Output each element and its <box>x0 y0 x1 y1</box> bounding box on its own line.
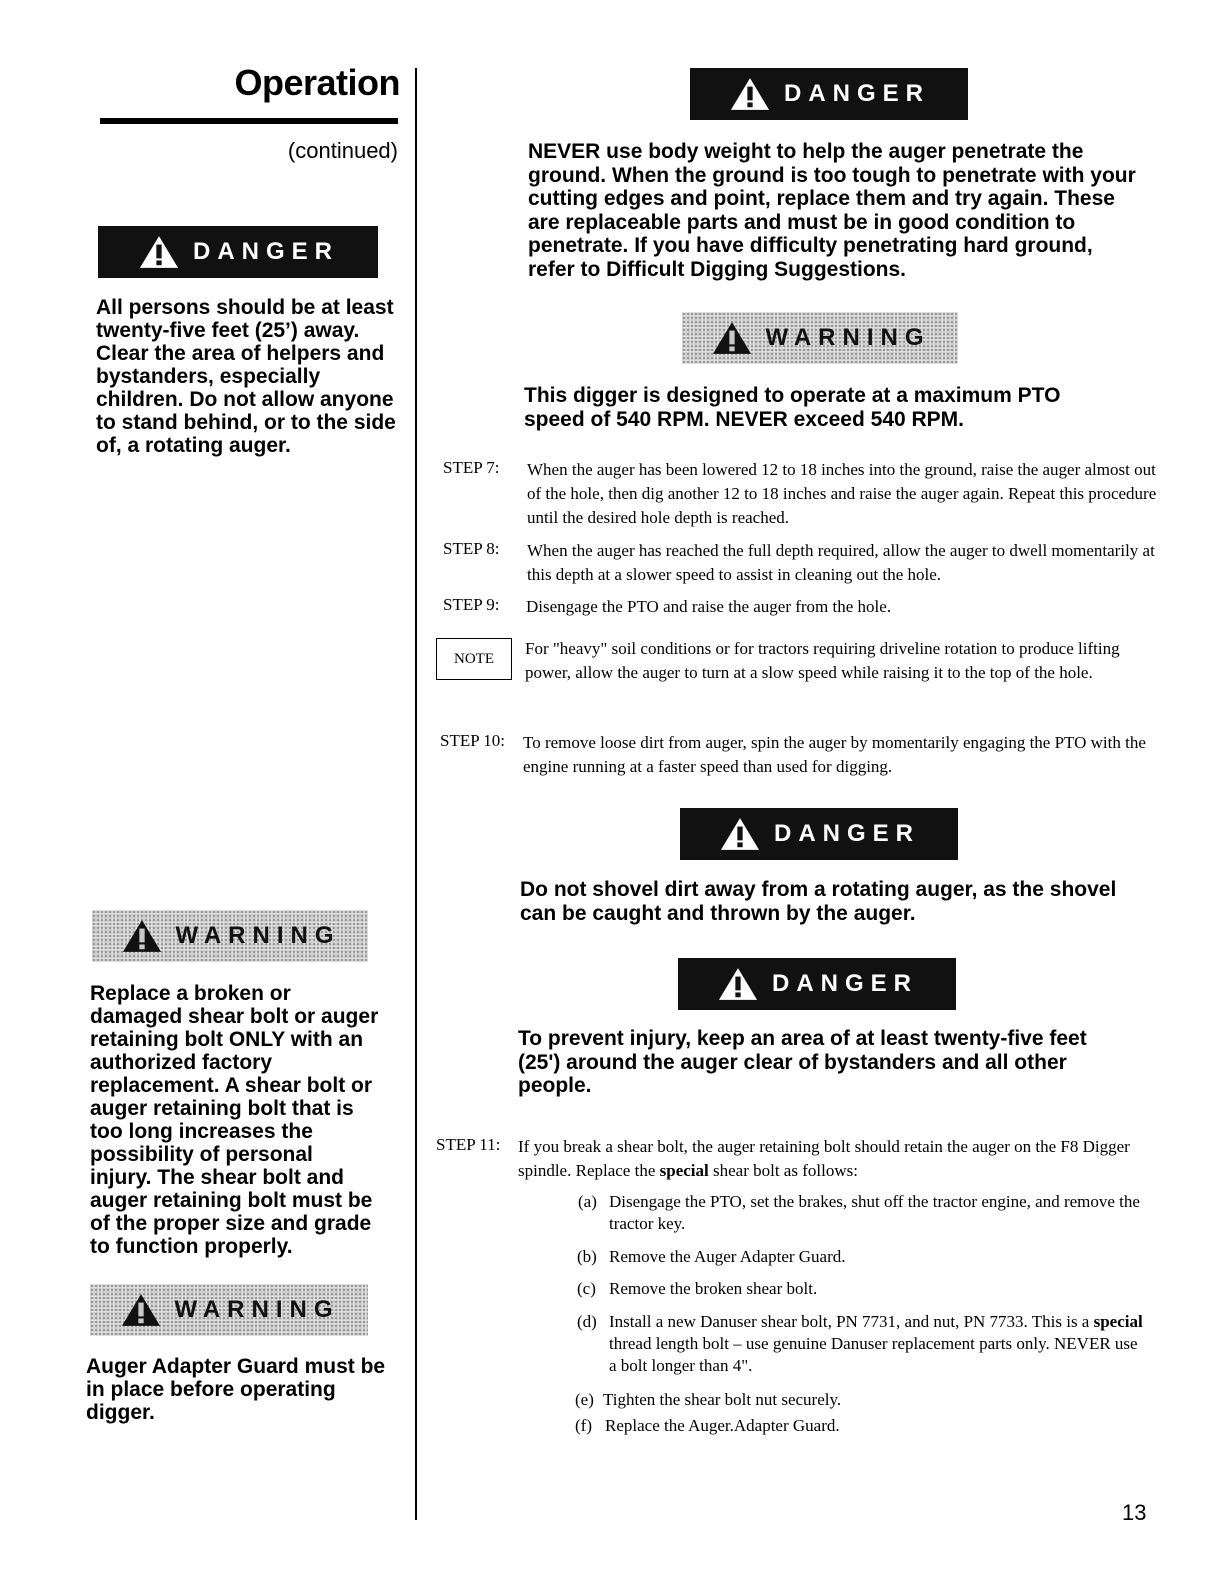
substep-d-special: special <box>1093 1312 1143 1331</box>
step-11-label: STEP 11: <box>436 1135 501 1154</box>
danger-label: DANGER <box>192 238 339 265</box>
warning-text-rpm: This digger is designed to operate at a maximum PTO speed of 540 RPM. NEVER exceed 540 RPM. <box>524 384 1061 431</box>
step-11-text-b: shear bolt as follows: <box>708 1161 858 1180</box>
step-10-label: STEP 10: <box>440 731 506 750</box>
page-title: Operation <box>234 62 400 103</box>
danger-badge-area <box>678 958 956 1010</box>
step-8-label: STEP 8: <box>443 539 500 558</box>
substep-b-text: Remove the Auger Adapter Guard. <box>609 1247 846 1266</box>
danger-text-shovel: Do not shovel dirt away from a rotating auger, as the shovel can be caught and thrown by the auger. <box>520 878 1117 925</box>
step-11-special: special <box>659 1161 709 1180</box>
substep-f-text: Replace the Auger.Adapter Guard. <box>605 1416 840 1435</box>
step-9-text: Disengage the PTO and raise the auger from the hole. <box>526 597 892 616</box>
substep-a-text: Disengage the PTO, set the brakes, shut off the tractor engine, and remove the tractor key. <box>609 1192 1140 1233</box>
warning-badge-shear-bolt <box>92 910 368 962</box>
warning-label: WARNING <box>765 324 931 351</box>
substep-e-marker: (e) <box>575 1390 594 1409</box>
warning-triangle-icon <box>119 1292 163 1328</box>
warning-label: WARNING <box>174 1296 340 1323</box>
note-label: NOTE <box>454 650 494 667</box>
substep-d-text <box>609 1311 1149 1377</box>
danger-label: DANGER <box>773 820 920 847</box>
column-divider <box>415 68 417 1520</box>
warning-badge-rpm <box>682 312 958 364</box>
substep-e-text: Tighten the shear bolt nut securely. <box>603 1390 842 1409</box>
step-7-label: STEP 7: <box>443 458 500 477</box>
danger-label: DANGER <box>771 970 918 997</box>
warning-triangle-icon <box>710 320 754 356</box>
danger-badge-body-weight <box>690 68 968 120</box>
substep-d-text-a: Install a new Danuser shear bolt, PN 7731, and nut, PN 7733. This is a <box>609 1312 1094 1331</box>
step-11-text <box>518 1135 1163 1183</box>
warning-triangle-icon <box>716 966 760 1002</box>
danger-badge-left <box>98 226 378 278</box>
warning-badge-guard <box>90 1284 368 1336</box>
substep-c-text: Remove the broken shear bolt. <box>609 1279 818 1298</box>
substep-d-marker: (d) <box>577 1312 597 1331</box>
warning-triangle-icon <box>137 234 181 270</box>
warning-label: WARNING <box>175 922 341 949</box>
step-8-text: When the auger has reached the full depth required, allow the auger to dwell momentarily at this depth at a slower speed to assist in cleaning out the hole. <box>527 541 1155 584</box>
danger-text-bystanders: All persons should be at least twenty-five feet (25’) away. Clear the area of helpers and bystanders, especially children. Do not allow anyone to stand behind, or to the side of, a rotating auger. <box>96 296 396 457</box>
substep-f-marker: (f) <box>575 1416 592 1435</box>
danger-text-body-weight: NEVER use body weight to help the auger penetrate the ground. When the ground is too tough to penetrate with your cutting edges and point, replace them and try again. These are replaceable parts and must be in good condition to penetrate. If you have difficulty penetrating hard ground, refer to Difficult Digging Suggestions. <box>528 140 1136 281</box>
warning-text-shear-bolt: Replace a broken or damaged shear bolt or auger retaining bolt ONLY with an authorized factory replacement. A shear bolt or auger retaining bolt that is too long increases the possibility of personal injury. The shear bolt and auger retaining bolt must be of the proper size and grade to function properly. <box>90 982 379 1258</box>
step-9-label: STEP 9: <box>443 595 500 614</box>
substep-a-marker: (a) <box>578 1192 597 1211</box>
danger-badge-shovel <box>680 808 958 860</box>
substep-d-text-b: thread length bolt – use genuine Danuser replacement parts only. NEVER use a bolt longer than 4". <box>609 1334 1138 1375</box>
warning-triangle-icon <box>120 918 164 954</box>
note-box <box>436 638 512 680</box>
warning-triangle-icon <box>718 816 762 852</box>
step-11-text-a: If you break a shear bolt, the auger retaining bolt should retain the auger on the F8 Digger spindle. Replace the <box>518 1137 1130 1180</box>
danger-label: DANGER <box>783 80 930 107</box>
danger-text-area: To prevent injury, keep an area of at least twenty-five feet (25') around the auger clear of bystanders and all other people. <box>518 1027 1087 1097</box>
page-number: 13 <box>1122 1500 1147 1525</box>
step-10-text: To remove loose dirt from auger, spin the auger by momentarily engaging the PTO with the engine running at a faster speed than used for digging. <box>523 733 1146 776</box>
substep-b-marker: (b) <box>577 1247 597 1266</box>
note-text: For "heavy" soil conditions or for tractors requiring driveline rotation to produce lifting power, allow the auger to turn at a slow speed while raising it to the top of the hole. <box>525 639 1120 682</box>
warning-text-guard: Auger Adapter Guard must be in place before operating digger. <box>86 1355 386 1424</box>
page-subtitle: (continued) <box>287 138 398 163</box>
warning-triangle-icon <box>728 76 772 112</box>
substep-c-marker: (c) <box>577 1279 596 1298</box>
step-7-text: When the auger has been lowered 12 to 18 inches into the ground, raise the auger almost out of the hole, then dig another 12 to 18 inches and raise the auger again. Repeat this procedure until the desired hole depth is reached. <box>527 460 1157 527</box>
title-rule <box>100 118 398 124</box>
